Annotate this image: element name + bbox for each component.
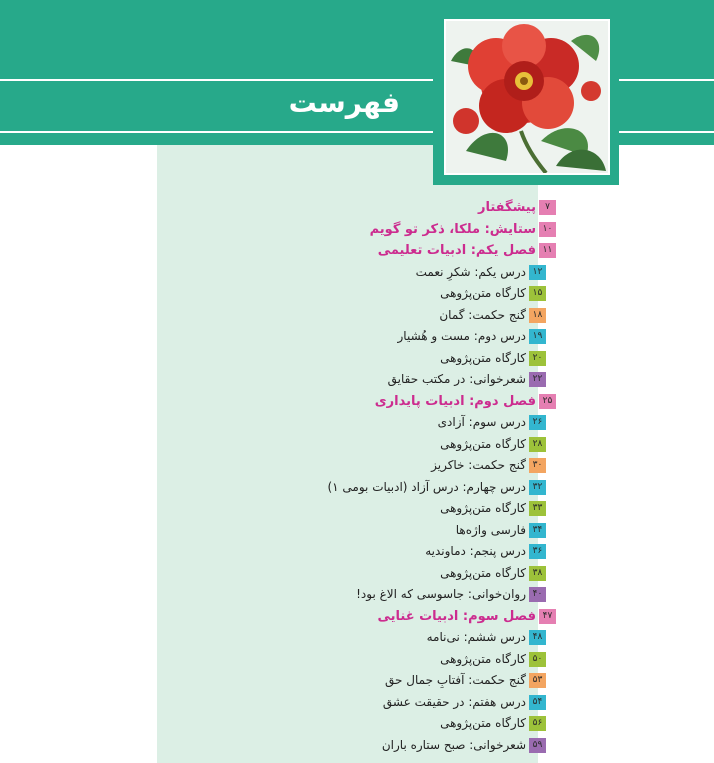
toc-entry[interactable] — [200, 584, 556, 606]
toc-entry-label: درس هفتم: در حقیقت عشق — [382, 694, 526, 709]
page-number-badge: ۲۰ — [529, 351, 546, 366]
toc-entry[interactable] — [200, 627, 556, 649]
toc-entry-label: گنج حکمت: خاکریز — [431, 458, 526, 472]
toc-entry-label: فصل سوم: ادبیات غنایی — [377, 608, 536, 624]
toc-entry-label: فصل دوم: ادبیات پایداری — [374, 393, 536, 409]
page-number-badge: ۵۳ — [529, 673, 546, 688]
toc-entry-label: کارگاه متن‌پژوهی — [440, 651, 526, 666]
toc-entry-label: ستایش: ملکا، ذکر تو گویم — [369, 221, 536, 237]
toc-entry-label: درس سوم: آزادی — [437, 415, 526, 429]
page-number-badge: ۱۰ — [539, 222, 556, 237]
toc-entry-label: درس یکم: شکرِ نعمت — [415, 264, 526, 279]
toc-entry[interactable] — [200, 563, 556, 585]
toc-entry-label: کارگاه متن‌پژوهی — [440, 716, 526, 730]
toc-entry[interactable] — [200, 498, 556, 520]
page-number-badge: ۱۱ — [539, 243, 556, 258]
page-number-badge: ۲۶ — [529, 415, 546, 430]
toc-entry-label: کارگاه متن‌پژوهی — [440, 501, 526, 515]
toc-entry-label: درس ششم: نی‌نامه — [426, 630, 526, 644]
page-number-badge: ۲۲ — [529, 372, 546, 387]
page-number-badge: ۳۲ — [529, 480, 546, 495]
page-number-badge: ۳۸ — [529, 566, 546, 581]
page-number-badge: ۱۲ — [529, 265, 546, 280]
toc-entry-label: کارگاه متن‌پژوهی — [440, 286, 526, 300]
page-number-badge: ۵۹ — [529, 738, 546, 753]
toc-entry[interactable] — [200, 541, 556, 563]
table-of-contents — [200, 197, 556, 756]
page-number-badge: ۴۸ — [529, 630, 546, 645]
toc-entry-label: شعرخوانی: در مکتب حقایق — [387, 372, 526, 386]
toc-entry-label: گنج حکمت: آفتابِ جمال حق — [385, 673, 526, 687]
red-flower-illustration — [444, 19, 610, 175]
toc-entry[interactable] — [200, 305, 556, 327]
toc-entry-label: روان‌خوانی: جاسوسی که الاغ بود! — [356, 587, 526, 601]
page-number-badge: ۵۴ — [529, 695, 546, 710]
page-number-badge: ۴۰ — [529, 587, 546, 602]
toc-entry[interactable] — [200, 262, 556, 284]
toc-entry[interactable] — [200, 649, 556, 671]
flower-icon — [446, 21, 608, 173]
toc-entry-label: گنج حکمت: گمان — [439, 307, 526, 322]
toc-entry-label: کارگاه متن‌پژوهی — [440, 350, 526, 365]
page-number-badge: ۲۵ — [539, 394, 556, 409]
page-number-badge: ۳۶ — [529, 544, 546, 559]
toc-entry[interactable] — [200, 348, 556, 370]
page-title: فهرست — [288, 86, 400, 119]
toc-entry[interactable] — [200, 692, 556, 714]
toc-entry[interactable] — [200, 369, 556, 391]
toc-entry[interactable] — [200, 477, 556, 499]
toc-entry-label: فصل یکم: ادبیات تعلیمی — [377, 243, 536, 258]
page-number-badge: ۵۰ — [529, 652, 546, 667]
toc-entry-label: پیشگفتار — [477, 200, 536, 215]
toc-chapter-entry[interactable] — [200, 391, 556, 413]
page-number-badge: ۲۸ — [529, 437, 546, 452]
toc-entry-label: شعرخوانی: صبح ستاره باران — [381, 737, 526, 752]
toc-chapter-entry[interactable] — [200, 219, 556, 241]
page-number-badge: ۱۹ — [529, 329, 546, 344]
page-number-badge: ۱۵ — [529, 286, 546, 301]
toc-chapter-entry[interactable] — [200, 240, 556, 262]
page-number-badge: ۷ — [539, 200, 556, 215]
toc-entry[interactable] — [200, 735, 556, 757]
toc-entry-label: درس دوم: مست و هُشیار — [397, 329, 526, 343]
toc-entry[interactable] — [200, 412, 556, 434]
toc-entry-label: درس چهارم: درس آزاد (ادبیات بومی ۱) — [327, 479, 526, 494]
toc-entry-label: کارگاه متن‌پژوهی — [440, 436, 526, 451]
toc-entry[interactable] — [200, 670, 556, 692]
toc-entry[interactable] — [200, 520, 556, 542]
toc-entry[interactable] — [200, 713, 556, 735]
toc-entry-label: کارگاه متن‌پژوهی — [440, 565, 526, 580]
toc-entry[interactable] — [200, 434, 556, 456]
toc-entry[interactable] — [200, 283, 556, 305]
toc-chapter-entry[interactable] — [200, 197, 556, 219]
page-number-badge: ۳۰ — [529, 458, 546, 473]
page-number-badge: ۱۸ — [529, 308, 546, 323]
toc-entry[interactable] — [200, 455, 556, 477]
page-number-badge: ۳۳ — [529, 501, 546, 516]
toc-entry-label: فارسی واژه‌ها — [455, 522, 526, 537]
toc-chapter-entry[interactable] — [200, 606, 556, 628]
page-number-badge: ۳۴ — [529, 523, 546, 538]
page-number-badge: ۵۶ — [529, 716, 546, 731]
toc-entry-label: درس پنجم: دماوندیه — [425, 544, 526, 558]
page-number-badge: ۴۷ — [539, 609, 556, 624]
toc-entry[interactable] — [200, 326, 556, 348]
